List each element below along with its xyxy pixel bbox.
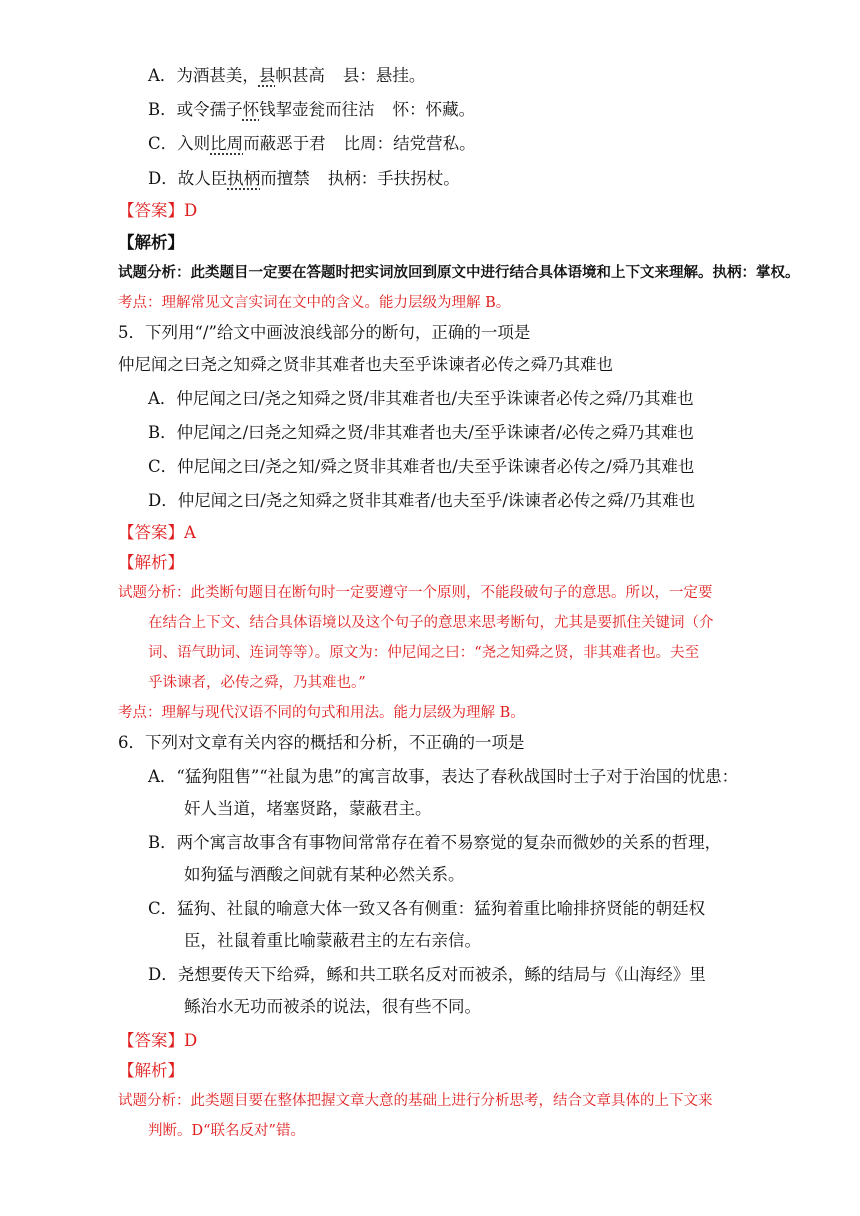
option-letter: A．	[148, 66, 177, 85]
q4-option-c	[148, 133, 476, 155]
option-text: 而擅禁	[260, 169, 310, 188]
q6-analysis-line: 试题分析：此类题目要在整体把握文章大意的基础上进行分析思考，结合文章具体的上下文来	[118, 1093, 713, 1109]
q6-analysis-label: 【解析】	[118, 1061, 184, 1080]
option-text: 帜甚高	[275, 66, 325, 85]
marked-word: 执柄	[227, 169, 261, 188]
q5-analysis-line: 词、语气助词、连词等等）。原文为：仲尼闻之曰：“尧之知舜之贤，非其难者也。夫至	[148, 645, 700, 661]
option-gloss: 怀：怀藏。	[392, 100, 476, 119]
answer-label: 【答案】	[118, 201, 184, 220]
q4-option-b	[148, 99, 475, 121]
q6-option-c-cont: 臣，社鼠着重比喻蒙蔽君主的左右亲信。	[184, 931, 481, 950]
q6-analysis-line: 判断。D“联名反对”错。	[148, 1123, 305, 1139]
q5-analysis-line: 试题分析：此类断句题目在断句时一定要遵守一个原则，不能段破句子的意思。所以，一定要	[118, 585, 713, 601]
answer-value: A	[184, 523, 196, 542]
q5-analysis-line: 在结合上下文、结合具体语境以及这个句子的意思来思考断句，尤其是要抓住关键词（介	[148, 615, 714, 631]
answer-value: D	[184, 1031, 198, 1050]
q4-option-d	[148, 168, 460, 190]
option-text: 入则	[177, 134, 211, 153]
q4-answer	[118, 200, 197, 222]
option-text: 或令孺子	[176, 100, 243, 119]
q5-source-text: 仲尼闻之曰尧之知舜之贤非其难者也夫至乎诛谏者必传之舜乃其难也	[118, 355, 613, 374]
option-gloss: 比周：结党营私。	[343, 134, 476, 153]
q6-option-d-cont: 鲧治水无功而被杀的说法，很有些不同。	[184, 997, 481, 1016]
marked-word: 比周	[210, 134, 244, 153]
q6-option-c: C．猛狗、社鼠的喻意大体一致又各有侧重：猛狗着重比喻排挤贤能的朝廷权	[148, 899, 706, 918]
answer-value: D	[184, 201, 198, 220]
q6-stem: 6．下列对文章有关内容的概括和分析，不正确的一项是	[118, 733, 525, 752]
option-text: 故人臣	[177, 169, 228, 188]
q6-option-a-cont: 奸人当道，堵塞贤路，蒙蔽君主。	[184, 799, 432, 818]
option-gloss: 执柄：手扶拐杖。	[327, 169, 460, 188]
q5-kaodian: 考点：理解与现代汉语不同的句式和用法。能力层级为理解 B。	[118, 705, 525, 721]
q4-option-a	[148, 65, 425, 87]
q6-option-b: B．两个寓言故事含有事物间常常存在着不易察觉的复杂而微妙的关系的哲理，	[148, 833, 722, 852]
answer-label: 【答案】	[118, 523, 184, 542]
q6-answer	[118, 1030, 197, 1052]
q5-option-d: D．仲尼闻之曰/尧之知舜之贤非其难者/也夫至乎/诛谏者必传之舜/乃其难也	[148, 491, 695, 510]
q5-option-b: B．仲尼闻之/曰尧之知舜之贤/非其难者也夫/至乎诛谏者/必传之舜乃其难也	[148, 423, 694, 442]
q4-analysis-text: 试题分析：此类题目一定要在答题时把实词放回到原文中进行结合具体语境和上下文来理解。执柄：掌权。	[118, 264, 800, 281]
q5-analysis-label: 【解析】	[118, 553, 184, 572]
q5-option-c: C．仲尼闻之曰/尧之知/舜之贤非其难者也/夫至乎诛谏者必传之/舜乃其难也	[148, 457, 695, 476]
q4-kaodian: 考点：理解常见文言实词在文中的含义。能力层级为理解 B。	[118, 295, 511, 311]
option-text: 而蔽恶于君	[243, 134, 326, 153]
option-letter: B．	[148, 100, 177, 119]
marked-word: 怀	[242, 100, 260, 119]
q6-option-b-cont: 如狗猛与酒酸之间就有某种必然关系。	[184, 865, 465, 884]
q5-stem: 5．下列用“/”给文中画波浪线部分的断句，正确的一项是	[118, 323, 531, 342]
option-text: 钱挈壶瓮而往沽	[259, 100, 375, 119]
q5-option-a: A．仲尼闻之曰/尧之知舜之贤/非其难者也/夫至乎诛谏者必传之舜/乃其难也	[148, 389, 694, 408]
q5-answer	[118, 522, 196, 544]
option-letter: C．	[148, 134, 178, 153]
marked-word: 县	[258, 66, 276, 85]
q6-option-a: A．“猛狗阻售”“社鼠为患”的寓言故事，表达了春秋战国时士子对于治国的忧患：	[148, 767, 739, 786]
option-text: 为酒甚美，	[176, 66, 259, 85]
option-gloss: 县：悬挂。	[342, 66, 426, 85]
q5-analysis-line: 乎诛谏者，必传之舜，乃其难也。”	[148, 675, 366, 691]
option-letter: D．	[148, 169, 178, 188]
answer-label: 【答案】	[118, 1031, 184, 1050]
q4-analysis-label: 【解析】	[118, 233, 184, 252]
q6-option-d: D．尧想要传天下给舜，鲧和共工联名反对而被杀，鲧的结局与《山海经》里	[148, 965, 706, 984]
